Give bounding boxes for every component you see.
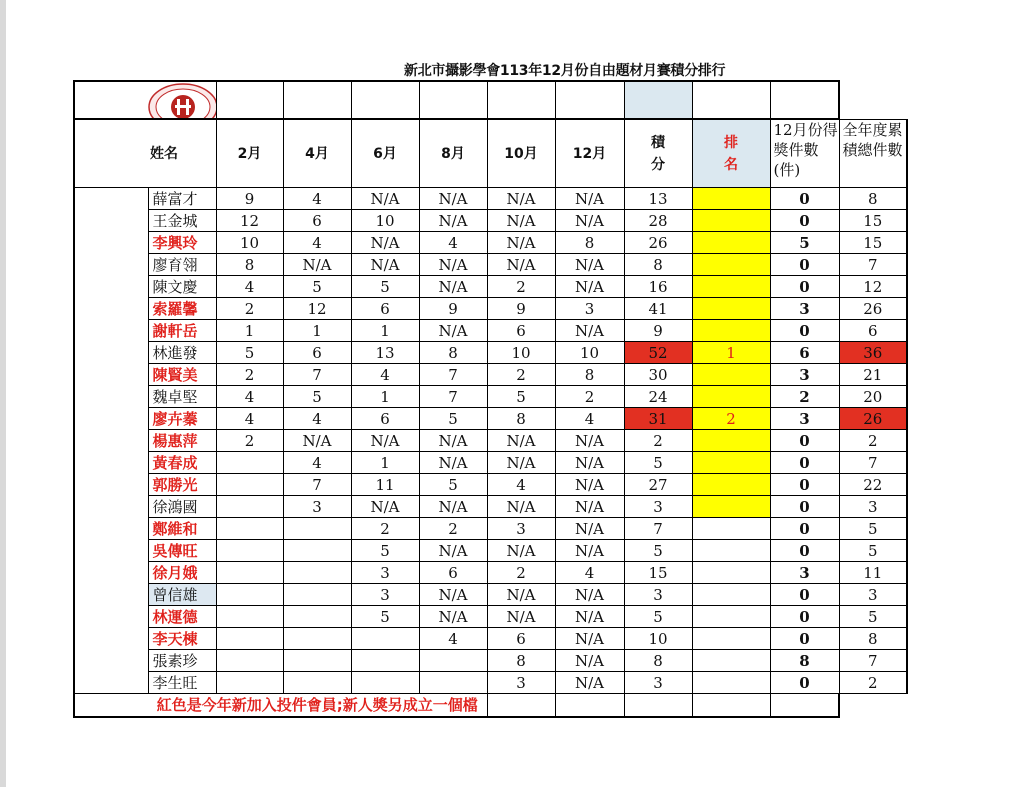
member-name: 林進發 (148, 342, 216, 364)
table-row (74, 672, 907, 694)
member-name: 楊惠萍 (148, 430, 216, 452)
month-cell: 9 (216, 188, 283, 210)
dec-awards-cell: 0 (770, 606, 839, 628)
rank-cell (692, 210, 770, 232)
month-cell: 6 (487, 628, 555, 650)
score-cell: 8 (624, 254, 692, 276)
year-total-cell: 6 (839, 320, 907, 342)
member-name: 廖卉蓁 (148, 408, 216, 430)
month-cell: 4 (216, 276, 283, 298)
month-cell (216, 650, 283, 672)
score-cell: 10 (624, 628, 692, 650)
dec-awards-cell: 0 (770, 474, 839, 496)
rank-cell (692, 672, 770, 694)
month-cell: 5 (419, 408, 487, 430)
month-cell: 1 (351, 452, 419, 474)
month-cell: 1 (216, 320, 283, 342)
month-cell: 2 (419, 518, 487, 540)
month-cell: N/A (555, 276, 624, 298)
month-cell: 3 (351, 584, 419, 606)
month-cell: 6 (419, 562, 487, 584)
month-cell: N/A (555, 188, 624, 210)
year-total-cell: 26 (839, 408, 907, 430)
header-score: 積 分 (624, 119, 692, 188)
month-cell: N/A (419, 452, 487, 474)
month-cell: 1 (283, 320, 351, 342)
month-cell: N/A (419, 188, 487, 210)
score-cell: 5 (624, 606, 692, 628)
month-cell: 4 (283, 188, 351, 210)
month-cell: 2 (216, 298, 283, 320)
score-cell: 52 (624, 342, 692, 364)
month-cell: 2 (487, 276, 555, 298)
month-cell: N/A (487, 496, 555, 518)
month-cell: 3 (283, 496, 351, 518)
month-cell (283, 540, 351, 562)
dec-awards-cell: 0 (770, 518, 839, 540)
member-name: 魏卓堅 (148, 386, 216, 408)
month-cell (216, 672, 283, 694)
month-cell: 7 (283, 364, 351, 386)
month-cell: 4 (419, 628, 487, 650)
table-row (74, 320, 907, 342)
year-total-cell: 22 (839, 474, 907, 496)
month-cell: N/A (487, 452, 555, 474)
header-row (74, 119, 907, 188)
score-cell: 9 (624, 320, 692, 342)
month-cell: 12 (283, 298, 351, 320)
society-logo (147, 83, 216, 119)
header-month-12: 12月 (555, 119, 624, 188)
month-cell: N/A (487, 606, 555, 628)
page-title: 新北市攝影學會113年12月份自由題材月賽積分排行 (404, 63, 726, 79)
year-total-cell: 11 (839, 562, 907, 584)
score-cell: 2 (624, 430, 692, 452)
member-name: 鄭維和 (148, 518, 216, 540)
month-cell: N/A (419, 254, 487, 276)
year-total-cell: 26 (839, 298, 907, 320)
table-row (74, 188, 907, 210)
score-cell: 8 (624, 650, 692, 672)
dec-awards-cell: 2 (770, 386, 839, 408)
year-total-cell: 15 (839, 232, 907, 254)
month-cell: 5 (487, 386, 555, 408)
dec-awards-cell: 0 (770, 210, 839, 232)
dec-awards-cell: 0 (770, 628, 839, 650)
table-row (74, 276, 907, 298)
header-month-6: 6月 (351, 119, 419, 188)
month-cell: 7 (283, 474, 351, 496)
year-total-cell: 2 (839, 672, 907, 694)
score-cell: 16 (624, 276, 692, 298)
month-cell: 4 (283, 452, 351, 474)
table-row (74, 452, 907, 474)
table-row (74, 496, 907, 518)
year-total-cell: 8 (839, 188, 907, 210)
month-cell (216, 628, 283, 650)
year-total-cell: 20 (839, 386, 907, 408)
member-name: 陳文慶 (148, 276, 216, 298)
month-cell: N/A (555, 254, 624, 276)
rank-cell (692, 518, 770, 540)
month-cell: 11 (351, 474, 419, 496)
month-cell: N/A (283, 254, 351, 276)
month-cell: N/A (555, 518, 624, 540)
table-row (74, 518, 907, 540)
dec-awards-cell: 0 (770, 430, 839, 452)
month-cell: N/A (351, 496, 419, 518)
dec-awards-cell: 3 (770, 408, 839, 430)
rank-cell (692, 628, 770, 650)
month-cell: N/A (555, 474, 624, 496)
month-cell: 6 (283, 342, 351, 364)
month-cell (216, 562, 283, 584)
table-row (74, 298, 907, 320)
score-cell: 27 (624, 474, 692, 496)
year-total-cell: 5 (839, 606, 907, 628)
table-top-row (74, 81, 907, 119)
month-cell: N/A (419, 320, 487, 342)
month-cell: N/A (555, 672, 624, 694)
member-name: 黃春成 (148, 452, 216, 474)
table-row (74, 650, 907, 672)
year-total-cell: 7 (839, 650, 907, 672)
year-total-cell: 2 (839, 430, 907, 452)
score-cell: 3 (624, 672, 692, 694)
month-cell: N/A (351, 188, 419, 210)
month-cell: N/A (555, 430, 624, 452)
month-cell (216, 496, 283, 518)
member-name: 薛富才 (148, 188, 216, 210)
table-row (74, 628, 907, 650)
month-cell: 5 (283, 276, 351, 298)
note-row (74, 694, 907, 718)
month-cell (283, 672, 351, 694)
rank-cell (692, 474, 770, 496)
month-cell: 1 (351, 386, 419, 408)
member-name: 索羅馨 (148, 298, 216, 320)
score-cell: 24 (624, 386, 692, 408)
month-cell: N/A (419, 210, 487, 232)
rank-cell (692, 606, 770, 628)
month-cell (216, 474, 283, 496)
year-total-cell: 21 (839, 364, 907, 386)
rank-cell (692, 342, 770, 364)
score-table (73, 80, 908, 718)
page-edge (0, 0, 6, 787)
dec-awards-cell: 0 (770, 254, 839, 276)
dec-awards-cell: 0 (770, 584, 839, 606)
month-cell: 2 (351, 518, 419, 540)
score-cell: 3 (624, 584, 692, 606)
month-cell: 4 (487, 474, 555, 496)
rank-number: 2 (726, 409, 736, 428)
member-name: 陳賢美 (148, 364, 216, 386)
rank-cell (692, 254, 770, 276)
month-cell: 4 (283, 408, 351, 430)
month-cell: 2 (487, 364, 555, 386)
month-cell: 3 (487, 518, 555, 540)
month-cell: 13 (351, 342, 419, 364)
table-row (74, 210, 907, 232)
year-total-cell: 5 (839, 518, 907, 540)
rank-cell (692, 562, 770, 584)
rank-cell (692, 430, 770, 452)
dec-awards-cell: 0 (770, 320, 839, 342)
rank-cell (692, 496, 770, 518)
month-cell: 10 (555, 342, 624, 364)
rank-cell (692, 276, 770, 298)
month-cell (216, 452, 283, 474)
header-month-10: 10月 (487, 119, 555, 188)
table-row (74, 430, 907, 452)
month-cell: N/A (487, 430, 555, 452)
score-cell: 5 (624, 452, 692, 474)
year-total-cell: 3 (839, 584, 907, 606)
month-cell: 10 (216, 232, 283, 254)
month-cell: N/A (555, 584, 624, 606)
month-cell: 4 (555, 408, 624, 430)
table-row (74, 386, 907, 408)
month-cell: 4 (216, 408, 283, 430)
month-cell: N/A (487, 188, 555, 210)
table-row (74, 254, 907, 276)
rank-cell (692, 452, 770, 474)
member-name: 張素珍 (148, 650, 216, 672)
score-cell: 30 (624, 364, 692, 386)
member-name: 李生旺 (148, 672, 216, 694)
month-cell: N/A (351, 232, 419, 254)
dec-awards-cell: 3 (770, 298, 839, 320)
member-name: 徐鴻國 (148, 496, 216, 518)
month-cell: 5 (216, 342, 283, 364)
score-cell: 28 (624, 210, 692, 232)
score-cell: 15 (624, 562, 692, 584)
rank-cell (692, 188, 770, 210)
month-cell: 8 (555, 364, 624, 386)
month-cell: N/A (487, 584, 555, 606)
table-row (74, 584, 907, 606)
month-cell (216, 584, 283, 606)
month-cell: 4 (216, 386, 283, 408)
dec-awards-cell: 0 (770, 188, 839, 210)
rank-cell (692, 232, 770, 254)
rank-cell (692, 386, 770, 408)
month-cell (419, 650, 487, 672)
year-total-cell: 3 (839, 496, 907, 518)
month-cell (283, 650, 351, 672)
member-name: 吳傳旺 (148, 540, 216, 562)
month-cell: 6 (351, 298, 419, 320)
member-name: 廖育翎 (148, 254, 216, 276)
year-total-cell: 8 (839, 628, 907, 650)
header-month-8: 8月 (419, 119, 487, 188)
month-cell: N/A (419, 606, 487, 628)
month-cell: 10 (487, 342, 555, 364)
month-cell: 7 (419, 386, 487, 408)
month-cell: 3 (487, 672, 555, 694)
rank-cell (692, 298, 770, 320)
header-month-2: 2月 (216, 119, 283, 188)
month-cell: 4 (283, 232, 351, 254)
month-cell: N/A (555, 628, 624, 650)
year-total-cell: 12 (839, 276, 907, 298)
month-cell (283, 562, 351, 584)
rank-header-top (624, 81, 692, 119)
month-cell: 5 (351, 276, 419, 298)
month-cell: 12 (216, 210, 283, 232)
month-cell: N/A (351, 430, 419, 452)
rank-cell (692, 650, 770, 672)
month-cell: 6 (487, 320, 555, 342)
month-cell: 10 (351, 210, 419, 232)
year-total-cell: 5 (839, 540, 907, 562)
rank-cell (692, 540, 770, 562)
month-cell: N/A (419, 430, 487, 452)
member-name: 曾信雄 (148, 584, 216, 606)
month-cell: 6 (351, 408, 419, 430)
month-cell: N/A (555, 650, 624, 672)
month-cell: N/A (487, 540, 555, 562)
month-cell: N/A (351, 254, 419, 276)
month-cell (351, 672, 419, 694)
month-cell (419, 672, 487, 694)
member-name: 李天棟 (148, 628, 216, 650)
rank-cell (692, 364, 770, 386)
month-cell: N/A (555, 540, 624, 562)
member-name: 謝軒岳 (148, 320, 216, 342)
month-cell: N/A (283, 430, 351, 452)
dec-awards-cell: 0 (770, 276, 839, 298)
month-cell: 3 (351, 562, 419, 584)
table-row (74, 342, 907, 364)
rank-number: 1 (726, 343, 736, 362)
month-cell: 2 (487, 562, 555, 584)
month-cell (283, 518, 351, 540)
month-cell (216, 606, 283, 628)
dec-awards-cell: 0 (770, 496, 839, 518)
table-row (74, 606, 907, 628)
logo-cell (74, 81, 216, 119)
table-row (74, 408, 907, 430)
dec-awards-cell: 0 (770, 452, 839, 474)
table-row (74, 562, 907, 584)
header-dec-awards: 12月份得獎件數(件) (770, 119, 839, 188)
dec-awards-cell: 0 (770, 672, 839, 694)
header-name: 姓名 (148, 119, 216, 188)
year-total-cell: 36 (839, 342, 907, 364)
score-cell: 13 (624, 188, 692, 210)
month-cell: 8 (216, 254, 283, 276)
month-cell: 8 (419, 342, 487, 364)
score-cell: 7 (624, 518, 692, 540)
dec-awards-cell: 3 (770, 562, 839, 584)
member-name: 李興玲 (148, 232, 216, 254)
month-cell (216, 518, 283, 540)
member-name: 王金城 (148, 210, 216, 232)
month-cell: N/A (419, 276, 487, 298)
month-cell: N/A (419, 540, 487, 562)
month-cell: 7 (419, 364, 487, 386)
legend-note: 紅色是今年新加入投件會員;新人獎另成立一個檔 (148, 694, 487, 718)
month-cell: N/A (487, 232, 555, 254)
month-cell: N/A (555, 606, 624, 628)
month-cell: 5 (351, 606, 419, 628)
table-row (74, 364, 907, 386)
table-row (74, 474, 907, 496)
month-cell (283, 606, 351, 628)
month-cell: 4 (555, 562, 624, 584)
month-cell: 9 (419, 298, 487, 320)
month-cell: N/A (555, 210, 624, 232)
month-cell: 2 (216, 364, 283, 386)
month-cell: 8 (487, 408, 555, 430)
dec-awards-cell: 8 (770, 650, 839, 672)
score-cell: 26 (624, 232, 692, 254)
month-cell: N/A (419, 584, 487, 606)
score-cell: 3 (624, 496, 692, 518)
member-name: 徐月娥 (148, 562, 216, 584)
score-cell: 31 (624, 408, 692, 430)
year-total-cell: 15 (839, 210, 907, 232)
month-cell (216, 540, 283, 562)
header-month-4: 4月 (283, 119, 351, 188)
rank-cell (692, 584, 770, 606)
header-year-total: 全年度累積總件數 (839, 119, 907, 188)
dec-awards-cell: 5 (770, 232, 839, 254)
month-cell (351, 650, 419, 672)
month-cell: 1 (351, 320, 419, 342)
member-name: 林運德 (148, 606, 216, 628)
month-cell: 3 (555, 298, 624, 320)
score-cell: 41 (624, 298, 692, 320)
month-cell: N/A (487, 210, 555, 232)
month-cell: 8 (487, 650, 555, 672)
dec-awards-cell: 6 (770, 342, 839, 364)
member-name: 郭勝光 (148, 474, 216, 496)
month-cell (283, 584, 351, 606)
dec-awards-cell: 0 (770, 540, 839, 562)
month-cell: 5 (283, 386, 351, 408)
month-cell: 2 (555, 386, 624, 408)
year-total-cell: 7 (839, 254, 907, 276)
month-cell: N/A (555, 452, 624, 474)
month-cell: 9 (487, 298, 555, 320)
year-total-cell: 7 (839, 452, 907, 474)
month-cell: N/A (555, 496, 624, 518)
month-cell: N/A (487, 254, 555, 276)
month-cell: 6 (283, 210, 351, 232)
table-row (74, 540, 907, 562)
month-cell: 5 (351, 540, 419, 562)
month-cell: 2 (216, 430, 283, 452)
month-cell: 5 (419, 474, 487, 496)
dec-awards-cell: 3 (770, 364, 839, 386)
rank-cell (692, 320, 770, 342)
table-row (74, 232, 907, 254)
month-cell (283, 628, 351, 650)
month-cell: 4 (419, 232, 487, 254)
score-cell: 5 (624, 540, 692, 562)
header-rank: 排 名 (692, 119, 770, 188)
month-cell: 4 (351, 364, 419, 386)
month-cell: 8 (555, 232, 624, 254)
month-cell (351, 628, 419, 650)
month-cell: N/A (555, 320, 624, 342)
month-cell: N/A (419, 496, 487, 518)
rank-cell (692, 408, 770, 430)
